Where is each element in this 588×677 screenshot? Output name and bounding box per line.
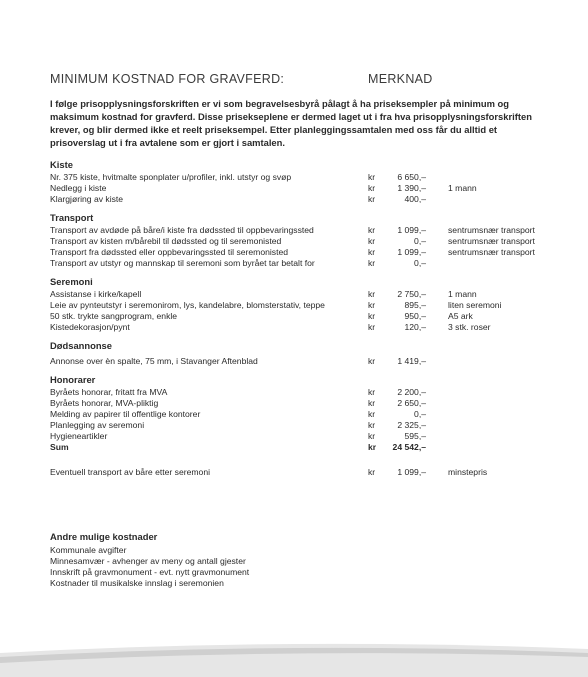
table-row bbox=[50, 420, 570, 431]
row-amount: 1 099,– bbox=[397, 247, 426, 257]
row-note: 1 mann bbox=[448, 289, 477, 299]
section-title-seremoni: Seremoni bbox=[50, 276, 93, 287]
table-row bbox=[50, 183, 570, 194]
list-item: Minnesamvær - avhenger av meny og antall gjester bbox=[50, 556, 246, 566]
other-costs bbox=[50, 530, 450, 589]
table-row bbox=[50, 172, 570, 183]
sum-label: Sum bbox=[50, 442, 69, 452]
row-amount: 2 200,– bbox=[397, 387, 426, 397]
sum-row bbox=[50, 442, 570, 453]
row-amount: 595,– bbox=[404, 431, 426, 441]
row-amount: 6 650,– bbox=[397, 172, 426, 182]
table-row bbox=[50, 387, 570, 398]
table-row bbox=[50, 409, 570, 420]
row-amount: 120,– bbox=[404, 322, 426, 332]
row-description: Byråets honorar, fritatt fra MVA bbox=[50, 387, 168, 397]
row-amount: 2 750,– bbox=[397, 289, 426, 299]
list-item: Kommunale avgifter bbox=[50, 545, 127, 555]
row-description: Transport av kisten m/bårebil til dødssted og til seremonisted bbox=[50, 236, 282, 246]
row-description: Byråets honorar, MVA-pliktig bbox=[50, 398, 159, 408]
extra-transport-row bbox=[50, 467, 570, 478]
row-currency: kr bbox=[368, 356, 376, 366]
table-row bbox=[50, 300, 570, 311]
row-amount: 895,– bbox=[404, 300, 426, 310]
row-currency: kr bbox=[368, 431, 376, 441]
row-currency: kr bbox=[368, 387, 376, 397]
row-currency: kr bbox=[368, 398, 376, 408]
row-description: Nedlegg i kiste bbox=[50, 183, 107, 193]
row-currency: kr bbox=[368, 420, 376, 430]
row-note: 3 stk. roser bbox=[448, 322, 491, 332]
row-description: Leie av pynteutstyr i seremonirom, lys, kandelabre, blomsterstativ, teppe bbox=[50, 300, 325, 310]
intro-paragraph: I følge prisopplysningsforskriften er vi som begravelsesbyrå pålagt å ha priseksempler på minimum og maksimum kostnad for gravferd. Disse prisekseplene er dermed laget ut i fra hva prisopplysningsforskriften krever, og blir dermed ikke et reelt priseksempel. Etter planleggingssamtalen med oss får du alltid et prisoverslag ut i fra avtalene som er gjort i samtalen. bbox=[50, 98, 532, 148]
decorative-swoosh bbox=[0, 627, 588, 677]
row-description: Melding av papirer til offentlige kontorer bbox=[50, 409, 201, 419]
row-description: Annonse over èn spalte, 75 mm, i Stavanger Aftenblad bbox=[50, 356, 258, 366]
row-description: 50 stk. trykte sangprogram, enkle bbox=[50, 311, 178, 321]
row-description: Transport av avdøde på båre/i kiste fra dødssted til oppbevaringssted bbox=[50, 225, 314, 235]
row-currency: kr bbox=[368, 258, 376, 268]
section-title-kiste: Kiste bbox=[50, 159, 73, 170]
page-title: MINIMUM KOSTNAD FOR GRAVFERD: bbox=[50, 72, 285, 86]
row-currency: kr bbox=[368, 289, 376, 299]
row-note: sentrumsnær transport bbox=[448, 225, 535, 235]
row-currency: kr bbox=[368, 236, 376, 246]
row-note: sentrumsnær transport bbox=[448, 247, 535, 257]
row-amount: 0,– bbox=[414, 409, 426, 419]
row-amount: 2 650,– bbox=[397, 398, 426, 408]
table-row bbox=[50, 236, 570, 247]
list-item: Kostnader til musikalske innslag i seremonien bbox=[50, 578, 224, 588]
section-title-dodsannonse: Dødsannonse bbox=[50, 340, 112, 351]
row-amount: 0,– bbox=[414, 258, 426, 268]
section-title-honorarer: Honorarer bbox=[50, 374, 96, 385]
row-amount: 1 099,– bbox=[397, 225, 426, 235]
row-currency: kr bbox=[368, 225, 376, 235]
sum-amount: 24 542,– bbox=[392, 442, 426, 452]
page-header bbox=[50, 72, 550, 86]
row-description: Planlegging av seremoni bbox=[50, 420, 145, 430]
row-amount: 400,– bbox=[404, 194, 426, 204]
table-row bbox=[50, 247, 570, 258]
table-row bbox=[50, 194, 570, 205]
table-row bbox=[50, 322, 570, 333]
row-currency: kr bbox=[368, 311, 376, 321]
row-description: Klargjøring av kiste bbox=[50, 194, 124, 204]
row-currency: kr bbox=[368, 194, 376, 204]
table-row bbox=[50, 356, 570, 367]
row-description: Eventuell transport av båre etter seremoni bbox=[50, 467, 211, 477]
table-row bbox=[50, 431, 570, 442]
price-table bbox=[50, 158, 570, 478]
row-note: 1 mann bbox=[448, 183, 477, 193]
sum-currency: kr bbox=[368, 442, 377, 452]
row-description: Hygieneartikler bbox=[50, 431, 108, 441]
row-note: sentrumsnær transport bbox=[448, 236, 535, 246]
table-row bbox=[50, 225, 570, 236]
row-amount: 1 390,– bbox=[397, 183, 426, 193]
row-currency: kr bbox=[368, 322, 376, 332]
row-amount: 2 325,– bbox=[397, 420, 426, 430]
row-description: Assistanse i kirke/kapell bbox=[50, 289, 142, 299]
row-currency: kr bbox=[368, 247, 376, 257]
row-amount: 1 099,– bbox=[397, 467, 426, 477]
table-row bbox=[50, 258, 570, 269]
row-currency: kr bbox=[368, 409, 376, 419]
row-amount: 950,– bbox=[404, 311, 426, 321]
row-currency: kr bbox=[368, 300, 376, 310]
row-currency: kr bbox=[368, 183, 376, 193]
table-row bbox=[50, 289, 570, 300]
merknad-heading: MERKNAD bbox=[368, 72, 433, 86]
row-note: A5 ark bbox=[448, 311, 473, 321]
row-description: Transport fra dødssted eller oppbevaringssted til seremonisted bbox=[50, 247, 289, 257]
list-item: Innskrift på gravmonument - evt. nytt gravmonument bbox=[50, 567, 250, 577]
row-currency: kr bbox=[368, 467, 376, 477]
row-description: Nr. 375 kiste, hvitmalte sponplater u/profiler, inkl. utstyr og svøp bbox=[50, 172, 292, 182]
row-description: Kistedekorasjon/pynt bbox=[50, 322, 130, 332]
table-row bbox=[50, 398, 570, 409]
section-title-transport: Transport bbox=[50, 212, 94, 223]
row-note: minstepris bbox=[448, 467, 488, 477]
row-amount: 1 419,– bbox=[397, 356, 426, 366]
row-amount: 0,– bbox=[414, 236, 426, 246]
table-row bbox=[50, 311, 570, 322]
row-note: liten seremoni bbox=[448, 300, 502, 310]
row-description: Transport av utstyr og mannskap til seremoni som byrået tar betalt for bbox=[50, 258, 315, 268]
row-currency: kr bbox=[368, 172, 376, 182]
other-costs-title: Andre mulige kostnader bbox=[50, 531, 158, 542]
